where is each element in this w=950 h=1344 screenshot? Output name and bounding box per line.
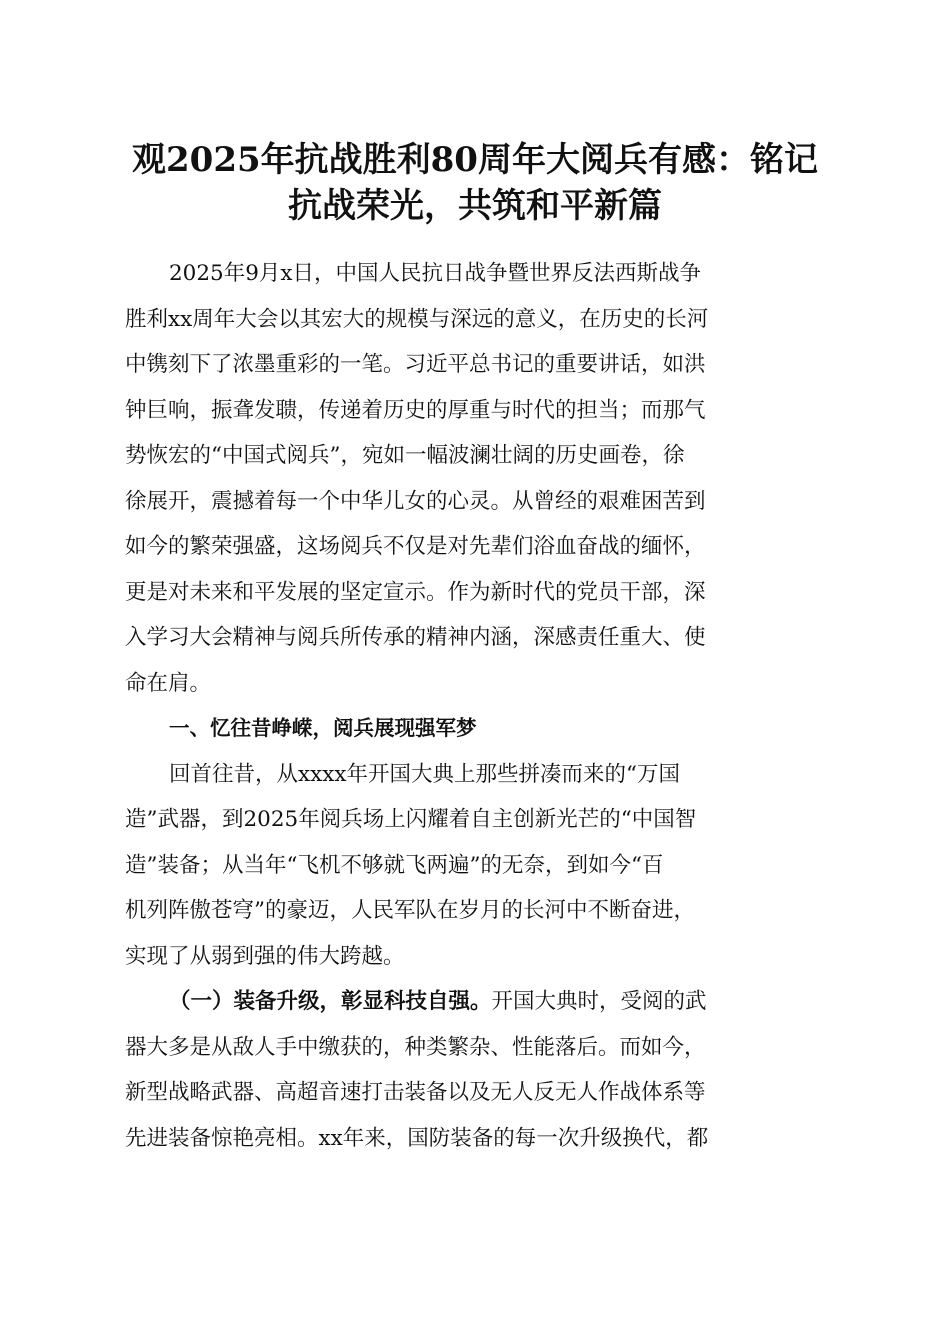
paragraph-line: 2025年9月x日，中国人民抗日战争暨世界反法西斯战争	[169, 261, 702, 286]
paragraph-line: 钟巨响，振聋发聩，传递着历史的厚重与时代的担当；而那气	[125, 397, 706, 423]
paragraph-line: 造”装备；从当年“飞机不够就飞两遍”的无奈，到如今“百	[125, 852, 664, 878]
title-line: 观2025年抗战胜利80周年大阅兵有感：铭记	[132, 140, 818, 180]
paragraph-line: 更是对未来和平发展的坚定宣示。作为新时代的党员干部，深	[125, 579, 706, 605]
paragraph-line: 器大多是从敌人手中缴获的，种类繁杂、性能落后。而如今，	[125, 1034, 706, 1060]
paragraph-line: 先进装备惊艳亮相。xx年来，国防装备的每一次升级换代，都	[125, 1125, 709, 1151]
title-line: 抗战荣光，共筑和平新篇	[288, 186, 662, 226]
paragraph-line: 实现了从弱到强的伟大跨越。	[125, 943, 405, 969]
paragraph-line: 回首往昔，从xxxx年开国大典上那些拼凑而来的“万国	[169, 761, 680, 787]
document-title	[110, 137, 840, 229]
section-heading: 一、忆往昔峥嵘，阅兵展现强军梦	[169, 716, 477, 740]
paragraph-line: 如今的繁荣强盛，这场阅兵不仅是对先辈们浴血奋战的缅怀，	[125, 534, 706, 559]
paragraph-line: 中镌刻下了浓墨重彩的一笔。习近平总书记的重要讲话，如洪	[125, 352, 706, 377]
paragraph-line	[125, 979, 825, 1025]
paragraph-line: 造”武器，到2025年阅兵场上闪耀着自主创新光芒的“中国智	[125, 807, 697, 832]
paragraph-line: 入学习大会精神与阅兵所传承的精神内涵，深感责任重大、使	[125, 625, 706, 650]
subsection-heading: （一）装备升级，彰显科技自强。	[169, 989, 492, 1014]
paragraph-line: 新型战略武器、高超音速打击装备以及无人反无人作战体系等	[125, 1080, 706, 1105]
paragraph-line: 机列阵傲苍穹”的豪迈，人民军队在岁月的长河中不断奋进，	[125, 898, 695, 923]
paragraph-text: 开国大典时，受阅的武	[491, 989, 707, 1014]
document-body	[125, 251, 825, 1161]
paragraph-line: 势恢宏的“中国式阅兵”，宛如一幅波澜壮阔的历史画卷，徐	[125, 443, 685, 468]
paragraph-line: 命在肩。	[125, 670, 212, 696]
paragraph-line: 徐展开，震撼着每一个中华儿女的心灵。从曾经的艰难困苦到	[125, 488, 706, 514]
paragraph-line: 胜利xx周年大会以其宏大的规模与深远的意义，在历史的长河	[125, 306, 709, 332]
